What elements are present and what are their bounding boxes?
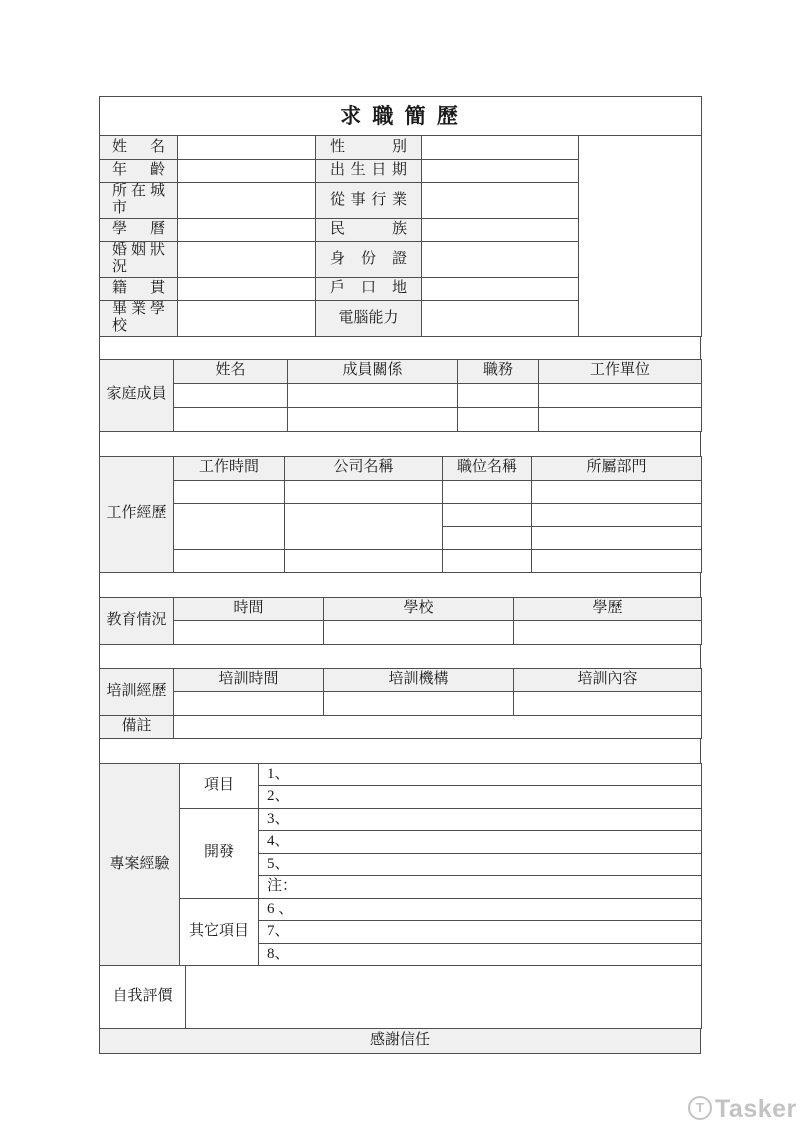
training-header-content: 培訓內容: [514, 668, 702, 691]
work-header-time: 工作時間: [174, 456, 285, 480]
project-item: 7、: [259, 921, 702, 944]
education-header-degree: 學歷: [514, 597, 702, 620]
personal-info-table: [99, 96, 702, 337]
footer-note: 感謝信任: [100, 1029, 701, 1054]
page-title: 求 職 簡 歷: [100, 97, 702, 136]
field-label-birthdate: 出生日期: [316, 159, 422, 183]
section-gap: [99, 573, 701, 597]
section-label-work: 工作經歷: [100, 456, 174, 572]
field-value-ethnicity: [422, 218, 579, 242]
field-label-city: 所在城市: [100, 183, 178, 219]
field-value-city: [178, 183, 316, 219]
remarks-value: [174, 715, 702, 738]
training-table: [99, 668, 702, 739]
section-label-remarks: 備註: [100, 715, 174, 738]
field-label-marital-status: 婚姻狀況: [100, 242, 178, 278]
training-row: [100, 691, 702, 715]
work-row: [100, 480, 702, 503]
family-header-workunit: 工作單位: [539, 359, 702, 383]
field-label-gender: 性別: [316, 136, 422, 160]
field-label-computer-skills: 電腦能力: [316, 301, 422, 337]
tasker-logo-icon: T: [688, 1096, 712, 1120]
field-label-id-card: 身份證: [316, 242, 422, 278]
field-value-birthdate: [422, 159, 579, 183]
project-group-label-development: 開發: [180, 808, 259, 898]
field-value-marital-status: [178, 242, 316, 278]
work-row: [100, 549, 702, 572]
field-value-gender: [422, 136, 579, 160]
field-value-education-level: [178, 218, 316, 242]
project-group-label-other: 其它項目: [180, 898, 259, 966]
work-row: [100, 503, 702, 526]
field-label-name: 姓名: [100, 136, 178, 160]
work-header-position: 職位名稱: [443, 456, 532, 480]
section-gap: [99, 645, 701, 668]
project-item: 1、: [259, 763, 702, 786]
project-item: 8、: [259, 943, 702, 966]
resume-sheet: [99, 96, 701, 1054]
education-table: [99, 597, 702, 645]
field-value-computer-skills: [422, 301, 579, 337]
footer-table: [99, 1028, 701, 1054]
family-row: [100, 383, 702, 407]
training-header-time: 培訓時間: [174, 668, 324, 691]
projects-table: [99, 763, 702, 967]
section-gap: [99, 432, 701, 456]
field-value-school: [178, 301, 316, 337]
training-header-institution: 培訓機構: [324, 668, 514, 691]
field-value-residence: [422, 277, 579, 301]
family-header-position: 職務: [458, 359, 539, 383]
family-header-relation: 成員關係: [288, 359, 458, 383]
work-table: [99, 456, 702, 573]
self-evaluation-table: [99, 965, 702, 1029]
section-label-education: 教育情況: [100, 597, 174, 644]
tasker-logo-text: Tasker: [715, 1095, 797, 1123]
field-label-age: 年齡: [100, 159, 178, 183]
field-value-native-place: [178, 277, 316, 301]
project-item: 2、: [259, 786, 702, 809]
family-header-name: 姓名: [174, 359, 288, 383]
field-label-ethnicity: 民族: [316, 218, 422, 242]
field-value-age: [178, 159, 316, 183]
section-label-training: 培訓經歷: [100, 668, 174, 715]
section-label-family: 家庭成員: [100, 359, 174, 431]
section-gap: [99, 739, 701, 763]
work-header-company: 公司名稱: [285, 456, 443, 480]
section-gap: [99, 337, 701, 359]
tasker-logo: [688, 1095, 797, 1124]
family-table: [99, 359, 702, 432]
education-header-school: 學校: [324, 597, 514, 620]
education-header-time: 時間: [174, 597, 324, 620]
project-item: 5、: [259, 853, 702, 876]
field-value-name: [178, 136, 316, 160]
self-evaluation-value: [186, 966, 702, 1029]
field-label-native-place: 籍貫: [100, 277, 178, 301]
field-value-industry: [422, 183, 579, 219]
photo-box: [579, 136, 702, 337]
project-item: 注：: [259, 876, 702, 899]
field-label-residence: 戶口地: [316, 277, 422, 301]
section-label-projects: 專案經驗: [100, 763, 180, 966]
family-row: [100, 407, 702, 431]
project-item: 4、: [259, 831, 702, 854]
work-header-department: 所屬部門: [532, 456, 702, 480]
section-label-self-evaluation: 自我評價: [100, 966, 186, 1029]
project-item: 3、: [259, 808, 702, 831]
field-label-education-level: 學曆: [100, 218, 178, 242]
project-group-label-items: 項目: [180, 763, 259, 808]
field-label-school: 畢業學校: [100, 301, 178, 337]
project-item: 6 、: [259, 898, 702, 921]
education-row: [100, 620, 702, 644]
field-value-id-card: [422, 242, 579, 278]
field-label-industry: 從事行業: [316, 183, 422, 219]
